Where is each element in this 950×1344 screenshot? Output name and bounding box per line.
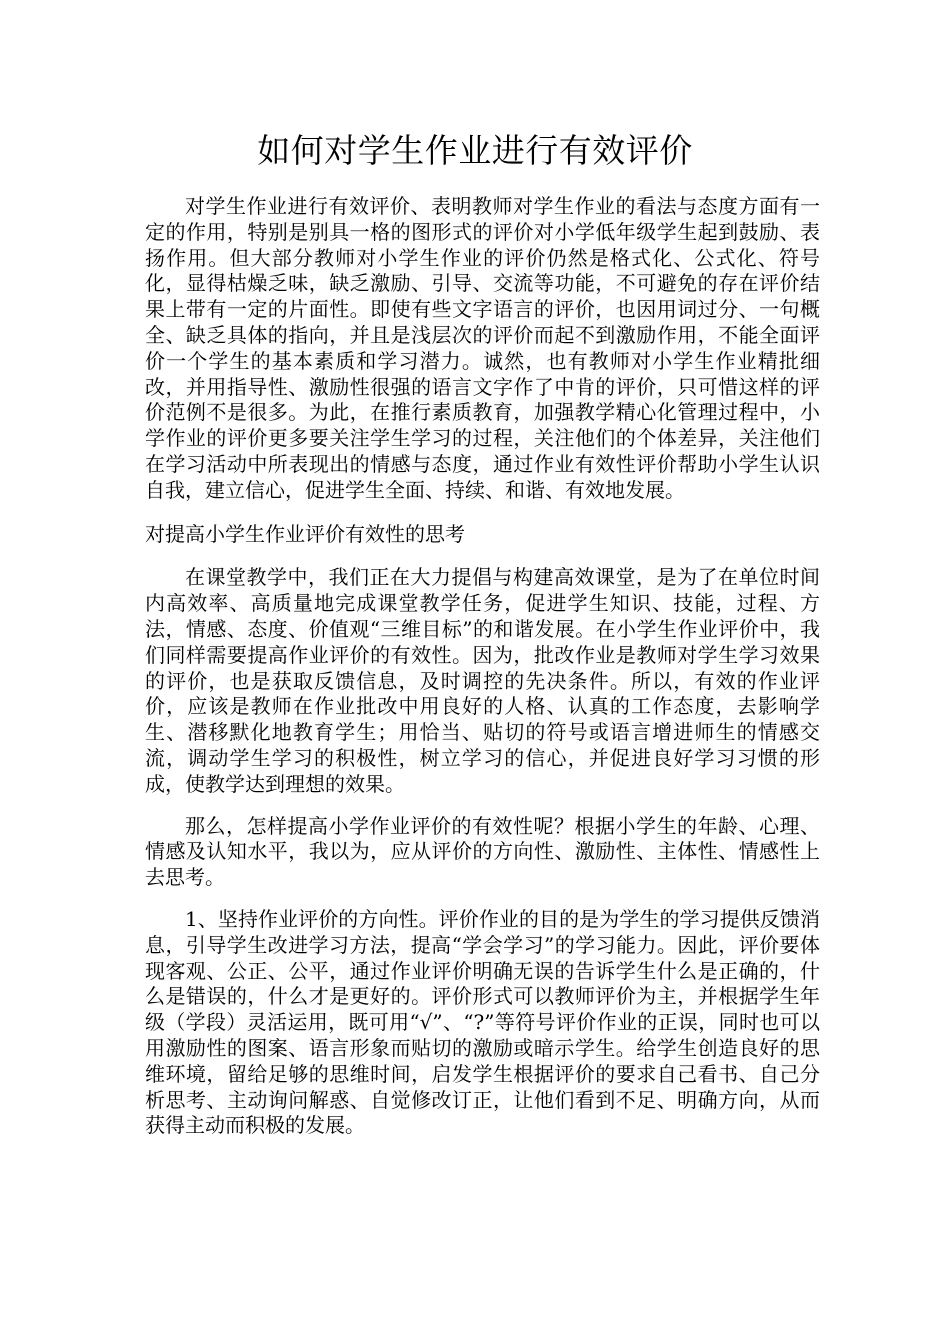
body-paragraph-1: 在课堂教学中，我们正在大力提倡与构建高效课堂，是为了在单位时间内高效率、高质量地完成课堂教学任务，促进学生知识、技能，过程、方法，情感、态度、价值观“三维目标”的和谐发展。在小学生作业评价中，我们同样需要提高作业评价的有效性。因为，批改作业是教师对学生学习效果的评价，也是获取反馈信息，及时调控的先决条件。所以，有效的作业评价，应该是教师在作业批改中用良好的人格、认真的工作态度，去影响学生、潜移默化地教育学生；用恰当、贴切的符号或语言增进师生的情感交流，调动学生学习的积极性，树立学习的信心，并促进良好学习习惯的形成，使教学达到理想的效果。 — [145, 565, 820, 796]
body-paragraph-3: 1、坚持作业评价的方向性。评价作业的目的是为学生的学习提供反馈消息，引导学生改进学习方法，提高“学会学习”的学习能力。因此，评价要体现客观、公正、公平，通过作业评价明确无误的告诉学生什么是正确的，什么是错误的，什么才是更好的。评价形式可以教师评价为主，并根据学生年级（学段）灵活运用，既可用“√”、“?”等符号评价作业的正误，同时也可以用激励性的图案、语言形象而贴切的激励或暗示学生。给学生创造良好的思维环境，留给足够的思维时间，启发学生根据评价的要求自己看书、自己分析思考、主动询问解惑、自觉修改订正，让他们看到不足、明确方向，从而获得主动而积极的发展。 — [145, 906, 820, 1138]
document-title: 如何对学生作业进行有效评价 — [257, 131, 693, 170]
body-paragraph-2: 那么，怎样提高小学作业评价的有效性呢？根据小学生的年龄、心理、情感及认知水平，我以为，应从评价的方向性、激励性、主体性、情感性上去思考。 — [145, 813, 820, 890]
document-body — [145, 194, 820, 1155]
intro-paragraph: 对学生作业进行有效评价、表明教师对学生作业的看法与态度方面有一定的作用，特别是别具一格的图形式的评价对小学低年级学生起到鼓励、表扬作用。但大部分教师对小学生作业的评价仍然是格式化、公式化、符号化，显得枯燥乏味，缺乏激励、引导、交流等功能，不可避免的存在评价结果上带有一定的片面性。即使有些文字语言的评价，也因用词过分、一句概全、缺乏具体的指向，并且是浅层次的评价而起不到激励作用，不能全面评价一个学生的基本素质和学习潜力。诚然，也有教师对小学生作业精批细改，并用指导性、激励性很强的语言文字作了中肯的评价，只可惜这样的评价范例不是很多。为此，在推行素质教育，加强教学精心化管理过程中，小学作业的评价更多要关注学生学习的过程，关注他们的个体差异，关注他们在学习活动中所表现出的情感与态度，通过作业有效性评价帮助小学生认识自我，建立信心，促进学生全面、持续、和谐、有效地发展。 — [145, 194, 820, 502]
section-heading: 对提高小学生作业评价有效性的思考 — [145, 521, 465, 546]
